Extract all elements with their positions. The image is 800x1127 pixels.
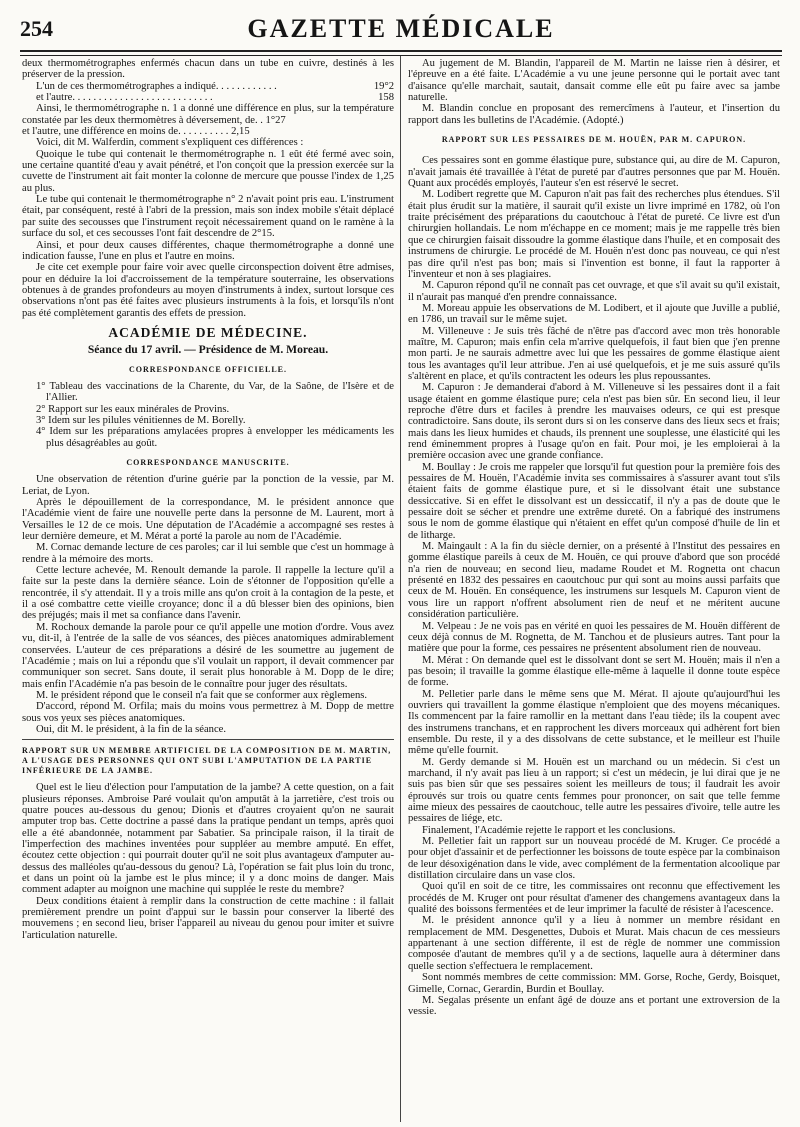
paragraph: M. Pelletier fait un rapport sur un nouveau procédé de M. Kruger. Ce procédé a pour objet d'assainir et de perfectionner les boissons de toute espèce par la combinaison de leur désoxigénation dans le vide, avec complément de la fermentation alcoolique par distillation circulaire dans un vase clos. (408, 836, 780, 882)
paragraph: M. Lodibert regrette que M. Capuron n'ait pas fait des recherches plus étendues. S'il était plus érudit sur la matière, il saurait qu'il existe un livre imprimé en 1782, où l'on traite précisément des préparations du caoutchouc à l'état de pureté. Ce livre est d'un chirurgien hollandais. Le nom m'échappe en ce moment; mais je me rappelle très bien que ce chirurgien faisait dissoudre la gomme élastique dans l'huile, et en composait des instrumens de chirurgie. Le procédé de M. Houën n'est donc pas nouveau, ce qui n'est pas dire qu'il n'est pas bon; mais si l'invention est bonne, il faut la rapporter à l'inventeur et non à ses plagiaires. (408, 189, 780, 280)
paragraph: M. Rochoux demande la parole pour ce qu'il appelle une motion d'ordre. Vous avez vu, dit-il, à l'entrée de la salle de vos séances, des pièces anatomiques admirablement conservées. L'auteur de ces préparations a désiré de les soumettre au jugement de l'Académie ; mais on lui a répondu que s'il voulait un rapport, il devait commencer par communiquer son secret. Sans doute, il serait plus honorable à M. Dopp de le dire; mais enfin l'Académie n'a pas besoin de le connaître pour juger des résultats. (22, 621, 394, 690)
report-heading: RAPPORT SUR UN MEMBRE ARTIFICIEL DE LA COMPOSITION DE M. MARTIN, A L'USAGE DES PERSONNES QUI ONT SUBI L'AMPUTATION DE LA PARTIE INFÉRIEURE DE LA JAMBE. (22, 746, 392, 776)
list-item: 3° Idem sur les pilules vénitiennes de M. Borelly. (36, 414, 246, 426)
paragraph: M. Gerdy demande si M. Houën est un marchand ou un médecin. Si c'est un marchand, il n'y avait pas lieu à un rapport; si c'est un médecin, je lui dirai que je ne suis pas bien sûr que ses pessaires soient les meilleurs de tous; il faudrait les avoir éprouvés sur trois ou quatre cents femmes pour prononcer, on sait que telle femme aime mieux des pessaires de caoutchouc, telle autre les pessaires d'ivoire, telle autre les pessaires de liége, etc. (408, 756, 780, 825)
paragraph: M. Cornac demande lecture de ces paroles; car il lui semble que c'est un hommage à rendre à la mémoire des morts. (22, 542, 394, 565)
measurement-value: 19°2 (373, 80, 394, 92)
official-correspondence-heading: CORRESPONDANCE OFFICIELLE. (128, 364, 287, 374)
newspaper-title: GAZETTE MÉDICALE (247, 14, 555, 43)
correspondence-list (22, 381, 394, 449)
paragraph: Cette lecture achevée, M. Renoult demande la parole. Il rappelle la lecture qu'il a faite sur la peste dans la dernière séance. Loin de s'étonner de l'opposition qu'elle a rencontrée, il s'y attendait. Il y a trois mille ans qu'on croit à la contagion de la peste, et il a osé combattre cette vieille croyance; donc il a dû blesser bien des opinions, bien des préjugés; mais il met sa confiance dans l'avenir. (22, 565, 394, 622)
paragraph: Une observation de rétention d'urine guérie par la ponction de la vessie, par M. Leriat, de Lyon. (22, 474, 394, 497)
paragraph: Ainsi, et pour deux causes différentes, chaque thermométrographe a donné une indication fausse, l'une en plus et l'autre en moins. (22, 239, 394, 262)
academy-heading: ACADÉMIE DE MÉDECINE. (108, 324, 308, 340)
paragraph: et l'autre, une différence en moins de. . . . . . . . . . 2,15 (22, 126, 250, 138)
paragraph: Voici, dit M. Walferdin, comment s'expliquent ces différences : (36, 137, 304, 149)
section-rule (22, 739, 394, 740)
column-divider (400, 56, 401, 1122)
paragraph: Quoi qu'il en soit de ce titre, les commissaires ont reconnu que effectivement les procédés de M. Kruger ont pour résultat d'amener des changemens avantageux dans la qualité des boissons fermentées et de leur imprimer la faculté de résister à l'acescence. (408, 881, 780, 916)
header-rule (20, 50, 782, 56)
paragraph: deux thermométrographes enfermés chacun dans un tube en cuivre, destinés à les préserver de la pression. (22, 58, 394, 81)
manuscript-correspondence-heading: CORRESPONDANCE MANUSCRITE. (126, 458, 290, 467)
page-header (20, 10, 782, 50)
measurement-row (22, 81, 394, 92)
paragraph: Sont nommés membres de cette commission: MM. Gorse, Roche, Gerdy, Boisquet, Gimelle, Cornac, Gerardin, Burdin et Boullay. (408, 972, 780, 995)
list-item: 1° Tableau des vaccinations de la Charente, du Var, de la Saône, de l'Isère et de l'Allier. (36, 380, 394, 404)
paragraph: M. Villeneuve : Je suis très fâché de n'être pas d'accord avec mon très honorable maître, M. Capuron; mais enfin cela m'arrive quelquefois, il faut bien que j'en prenne mon parti. Je ne saurais admettre avec lui que les pessaires de gomme élastique aient tous les avantages qu'il leur attribue. J'en ai usé quelquefois, et je me suis assuré qu'ils s'altèrent en place, et qu'ils contractent les odeurs les plus repoussantes. (408, 325, 780, 382)
paragraph: Finalement, l'Académie rejette le rapport et les conclusions. (422, 824, 676, 836)
paragraph: M. Blandin conclue en proposant des remercîmens à l'auteur, et l'insertion du rapport dans les bulletins de l'Académie. (Adopté.) (408, 103, 780, 126)
session-heading: Séance du 17 avril. — Présidence de M. Moreau. (87, 343, 329, 357)
paragraph: Après le dépouillement de la correspondance, M. le président annonce que l'Académie vient de faire une nouvelle perte dans la personne de M. Laurent, mort à Versailles le 12 de ce mois. Une députation de l'Académie a accompagné ses restes à leur dernière demeure, et M. Mérat a porté la parole au nom de l'Académie. (22, 497, 394, 543)
paragraph: M. Capuron : Je demanderai d'abord à M. Villeneuve si les pessaires dont il a fait usage étaient en gomme élastique pure; cela n'est pas bien sûr. En second lieu, il leur reproche d'être durs et faciles à prendre les mauvaises odeurs, ce qui est presque contradictoire. Sans doute, ils seront durs si on les conserve dans des lieux secs et frais; mais dans les lieux humides et chauds, ils prennent une souplesse, une élasticité qui les rend éminemment propres à l'usage qu'on en fait. Pour moi, je les emploierai à la première occasion avec une grande confiance. (408, 382, 780, 462)
measurement-value: 158 (378, 92, 394, 104)
paragraph: M. Maingault : A la fin du siècle dernier, on a présenté à l'Institut des pessaires en gomme élastique pareils à ceux de M. Houën, ce qui prouve d'abord que son procédé n'a rien de nouveau; en second lieu, madame Roudet et M. Rognetta ont chacun présenté en 1832 des pessaires en caoutchouc pur qui sont au moins aussi parfaits que ceux de M. Houën. En conséquence, les instrumens sur lesquels M. Capuron vient de vous lire un rapport n'offrent absolument rien de neuf et ne méritent aucune considération particulière. (408, 541, 780, 621)
paragraph: Ainsi, le thermométrographe n. 1 a donné une différence en plus, sur la température constatée par les deux thermomètres à déversement, de. . 1°27 (22, 103, 394, 126)
paragraph: Oui, dit M. le président, à la fin de la séance. (36, 723, 227, 735)
right-column (408, 58, 780, 1122)
measurement-row (22, 92, 394, 103)
paragraph: Deux conditions étaient à remplir dans la construction de cette machine : il fallait premièrement prendre un point d'appui sur le bassin pour conserver la liberté des mouvemens ; en second lieu, briser l'appareil au niveau du genou pour imiter et suivre l'articulation naturelle. (22, 895, 394, 941)
paragraph: M. le président annonce qu'il y a lieu à nommer un membre résidant en remplacement de MM. Desgenettes, Dubois et Murat. Mais chacun de ces messieurs appartenant à une section différente, il est de règle de nommer une commission composée d'autant de membres qu'il y a de sections, laquelle aura à déterminer dans quelle section s'effectuera le remplacement. (408, 915, 780, 972)
paragraph: M. Pelletier parle dans le même sens que M. Mérat. Il ajoute qu'aujourd'hui les ouvriers qui travaillent la gomme élastique n'emploient que des moyens mécaniques. Ils commencent par la faire ramollir en la mettant dans l'eau tiède; ils la coupent avec des instrumens tranchans, et en rapprochent les divers morceaux qui adhèrent fort bien ensemble. Du reste, il y a des dissolvans de cette substance, et le meilleur est l'huile même qu'elle fournit. (408, 688, 780, 757)
measurement-label: et l'autre. . . . . . . . . . . . . . . . . . . . . . . . . . . (36, 92, 213, 104)
report-heading: RAPPORT SUR LES PESSAIRES DE M. HOUËN, PAR M. CAPURON. (441, 135, 747, 145)
paragraph: M. Capuron répond qu'il ne connaît pas cet ouvrage, et que s'il avait su qu'il existait, il n'aurait pas manqué d'en prendre connaissance. (408, 280, 780, 303)
paragraph: M. Moreau appuie les observations de M. Lodibert, et il ajoute que Juville a publié, en 1786, un travail sur le même sujet. (408, 302, 780, 326)
paragraph: M. le président répond que le conseil n'a fait que se conformer aux règlemens. (36, 689, 368, 701)
paragraph: M. Mérat : On demande quel est le dissolvant dont se sert M. Houën; mais il n'en a pas besoin; il travaille la gomme élastique elle-même à laquelle il donne toute espèce de forme. (408, 654, 780, 689)
paragraph: M. Boullay : Je crois me rappeler que lorsqu'il fut question pour la première fois des pessaires de M. Houën, l'Académie invita ses commissaires à s'assurer avant tout s'ils étaient faits de gomme élastique pure, et si le dissolvant était une substance dessiccative. Si en effet le dissolvant est un dessiccatif, il n'y a pas de doute que le pessaire doit se sécher et prendre une extrême dureté. On a fabriqué des instrumens sous le nom de gomme élastique qui n'étaient en effet qu'un composé d'huile de lin et de litharge. (408, 461, 780, 541)
measurement-label: L'un de ces thermométrographes a indiqué. . . . . . . . . . . . (36, 80, 277, 92)
left-column (22, 58, 394, 1122)
paragraph: D'accord, répond M. Orfila; mais du moins vous permettrez à M. Dopp de mettre sous vos yeux ses pièces anatomiques. (22, 701, 394, 724)
paragraph: M. Segalas présente un enfant âgé de douze ans et portant une extroversion de la vessie. (408, 994, 780, 1018)
paragraph: Je cite cet exemple pour faire voir avec quelle circonspection doivent être admises, pour en déduire la loi d'accroissement de la température souterraine, les observations obtenues à de grandes profondeurs au moyen d'instruments à index, surtout lorsque ces observations n'ont pas été faites avec plusieurs instruments à la fois, et lorsqu'ils n'ont pas été complètement garantis des effets de pression. (22, 262, 394, 319)
page-number: 254 (20, 16, 53, 41)
paragraph: Ces pessaires sont en gomme élastique pure, substance qui, au dire de M. Capuron, n'avait jamais été travaillée à l'état de pureté par d'autres personnes que par M. Houën. Quant aux procédés employés, l'auteur s'en est réservé le secret. (408, 155, 780, 190)
paragraph: Quoique le tube qui contenait le thermométrographe n. 1 eût été fermé avec soin, une certaine quantité d'eau y avait pénétré, et l'on conçoit que la pression exercée sur la cuvette de l'instrument ait fait monter la colonne de mercure que pousse l'index de 1,25 au plus. (22, 148, 394, 194)
list-item: 4° Idem sur les préparations amylacées propres à envelopper les médicaments les plus désagréables au goût. (36, 426, 394, 449)
paragraph: Quel est le lieu d'élection pour l'amputation de la jambe? A cette question, on a fait plusieurs réponses. Ambroise Paré voulait qu'on amputât à la jarretière, c'est trois ou quatre pouces au-dessous du genou; Dionis et d'autres croyaient qu'on ne saurait amputer trop bas. Cette doctrine a passé dans la pratique pendant un temps, après quoi elle a été abandonnée, notamment par Sabatier. Sa principale raison, il la tirait de l'imperfection des machines inventées pour suppléer au membre amputé. En effet, écoutez cette objection : qui pourrait douter qu'il ne soit plus avantageux d'amputer au-dessus des malléoles qu'au-dessous du genou? Là, l'opération se fait plus loin du tronc, et dans un point où la jambe est le plus mince; il y a donc moins de danger. Mais comment adapter au moignon une machine qui supplée le reste du membre? (22, 782, 394, 896)
paragraph: Au jugement de M. Blandin, l'appareil de M. Martin ne laisse rien à désirer, et l'épreuve en a été faite. L'Académie a vu une jeune personne qui le portait avec tant d'aisance qu'elle marchait, sautait, dansait comme elle eût pu faire avec sa jambe naturelle. (408, 58, 780, 104)
paragraph: M. Velpeau : Je ne vois pas en vérité en quoi les pessaires de M. Houën diffèrent de ceux déjà connus de M. Rognetta, de M. Tanchou et de plusieurs autres. Tant pour la matière que pour la forme, ces pessaires ne présentent absolument rien de nouveau. (408, 620, 780, 655)
list-item: 2° Rapport sur les eaux minérales de Provins. (36, 403, 230, 415)
paragraph: Le tube qui contenait le thermométrographe n° 2 n'avait point pris eau. L'instrument était, par conséquent, resté à l'abri de la pression, mais son index mobile s'était déplacé par suite des secousses que l'instrument reçoit nécessairement quand on le ramène à la surface du sol, et ces secousses l'ont fait descendre de 2°15. (22, 194, 394, 240)
